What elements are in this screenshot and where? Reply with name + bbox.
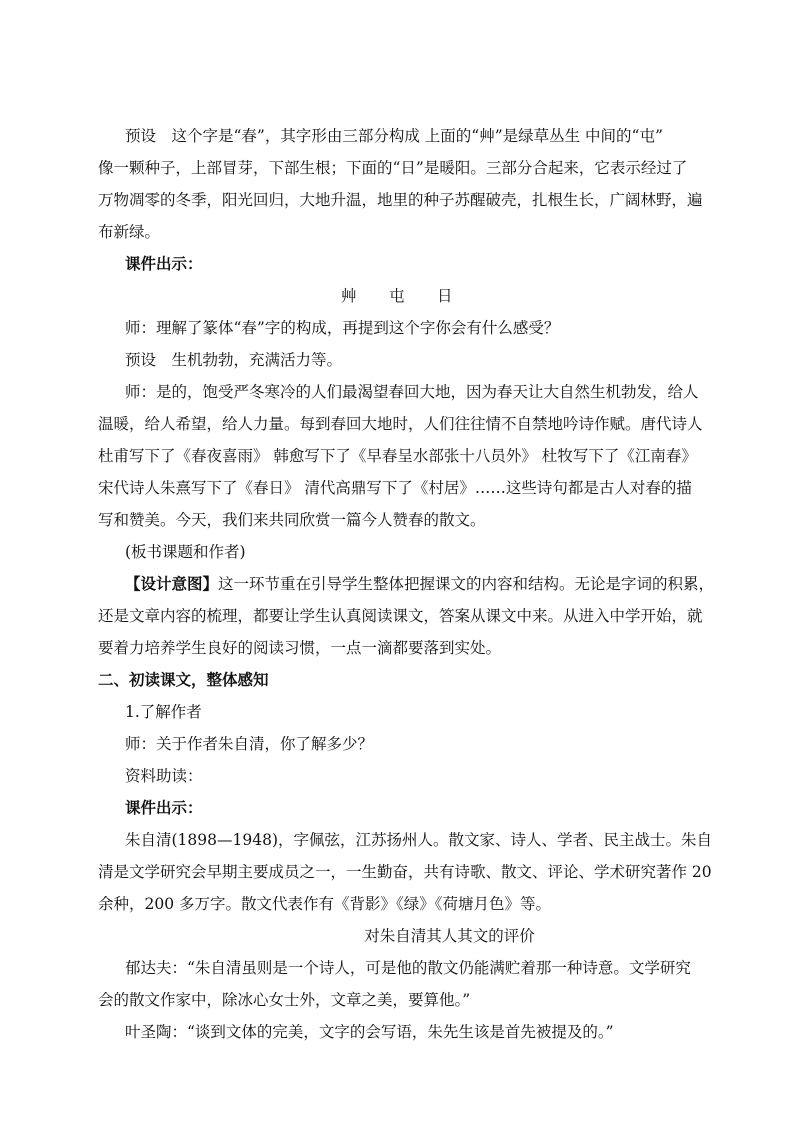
board-note: (板书课题和作者) <box>125 543 246 561</box>
seal-characters: 艸 屯 日 <box>340 287 453 305</box>
design-intent-label: 【设计意图】 <box>125 574 219 593</box>
paragraph-line: 叶圣陶：“谈到文体的完美，文字的会写语，朱先生该是首先被提及的。” <box>125 1023 614 1041</box>
evaluation-title: 对朱自清其人其文的评价 <box>364 927 535 945</box>
paragraph-line: 会的散文作家中，除冰心女士外，文章之美，要算他。” <box>98 991 471 1009</box>
paragraph-line: 师：是的，饱受严冬寒冷的人们最渴望春回大地，因为春天让大自然生机勃发，给人 <box>125 383 699 401</box>
paragraph-line: 万物凋零的冬季，阳光回归，大地升温，地里的种子苏醒破壳，扎根生长，广阔林野，遍 <box>98 191 703 209</box>
paragraph-line: 余种，200 多万字。散文代表作有《背影》《绿》《荷塘月色》等。 <box>98 895 552 913</box>
paragraph-line: 师：关于作者朱自清，你了解多少？ <box>125 735 374 753</box>
design-intent-text: 这一环节重在引导学生整体把握课文的内容和结构。无论是字词的积累， <box>218 575 715 593</box>
paragraph-line: 清是文学研究会早期主要成员之一，一生勤奋，共有诗歌、散文、评论、学术研究著作 20 <box>98 863 712 881</box>
paragraph-line: 杜甫写下了《春夜喜雨》 韩愈写下了《早春呈水部张十八员外》 杜牧写下了《江南春》 <box>98 447 697 465</box>
paragraph-line: 预设 这个字是“春”，其字形由三部分构成 上面的“艸”是绿草丛生 中间的“屯” <box>125 127 663 145</box>
paragraph-line: 朱自清(1898—1948)，字佩弦，江苏扬州人。散文家、诗人、学者、民主战士。朱自 <box>125 831 712 849</box>
paragraph-line: 预设 生机勃勃，充满活力等。 <box>125 351 343 369</box>
courseware-label: 课件出示： <box>125 798 203 817</box>
paragraph-line: 还是文章内容的梳理，都要让学生认真阅读课文，答案从课文中来。从进入中学开始，就 <box>98 607 703 625</box>
paragraph-line: 师：理解了篆体“春”字的构成，再提到这个字你会有什么感受？ <box>125 319 560 337</box>
paragraph-line: 郁达夫：“朱自清虽则是一个诗人，可是他的散文仍能满贮着那一种诗意。文学研究 <box>125 959 691 977</box>
paragraph-line: 布新绿。 <box>98 223 161 241</box>
paragraph-line: 宋代诗人朱熹写下了《春日》 清代高鼎写下了《村居》……这些诗句都是古人对春的描 <box>98 479 692 497</box>
paragraph-line: 温暖，给人希望，给人力量。每到春回大地时，人们往往情不自禁地吟诗作赋。唐代诗人 <box>98 415 703 433</box>
paragraph-line: 写和赞美。今天，我们来共同欣赏一篇今人赞春的散文。 <box>98 511 486 529</box>
reading-aid-label: 资料助读： <box>125 767 203 785</box>
subsection-heading: 1.了解作者 <box>125 703 202 721</box>
courseware-label: 课件出示： <box>125 254 203 273</box>
section-heading: 二、初读课文，整体感知 <box>98 670 269 689</box>
paragraph-line: 像一颗种子，上部冒芽，下部生根；下面的“日”是暖阳。三部分合起来，它表示经过了 <box>98 159 688 177</box>
design-intent-line <box>0 569 794 599</box>
paragraph-line: 要着力培养学生良好的阅读习惯，一点一滴都要落到实处。 <box>98 639 502 657</box>
